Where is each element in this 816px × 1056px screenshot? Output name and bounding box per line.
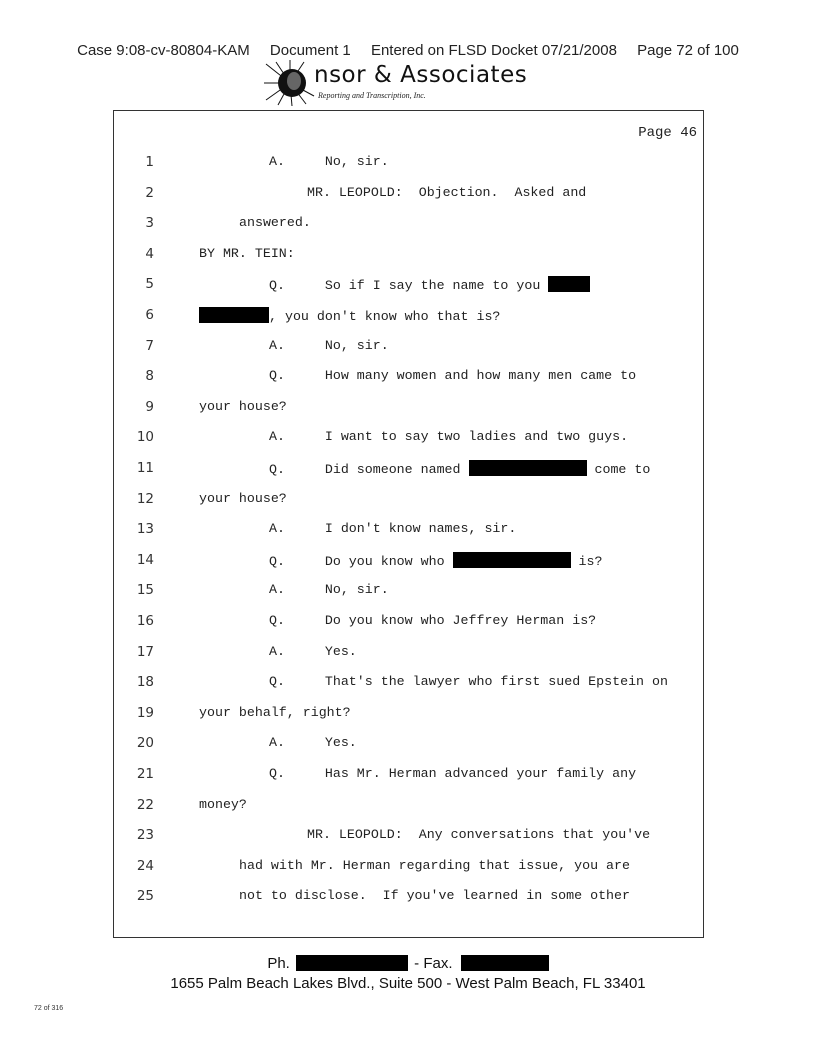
- line-text: [307, 827, 650, 842]
- line-number: 23: [136, 827, 154, 844]
- redaction-block: [453, 552, 571, 568]
- transcript-line: [114, 674, 703, 698]
- transcript-line: [114, 521, 703, 545]
- line-segment: your behalf, right?: [199, 704, 351, 720]
- line-segment: Q. That's the lawyer who first sued Epstein on: [269, 674, 668, 690]
- line-number: 5: [145, 276, 154, 293]
- page-of-total: Page 72 of 100: [637, 42, 739, 59]
- redacted-phone: [296, 955, 408, 971]
- line-number: 14: [136, 551, 154, 568]
- transcript-line: [114, 705, 703, 729]
- line-text: [239, 888, 630, 903]
- redacted-fax: [461, 955, 549, 971]
- line-text: [269, 154, 389, 169]
- line-segment: Q. Do you know who: [269, 553, 453, 569]
- line-segment: , you don't know who that is?: [269, 309, 501, 324]
- line-number: 12: [136, 490, 154, 507]
- transcript-line: [114, 582, 703, 606]
- line-text: [269, 521, 516, 536]
- line-text: [199, 705, 351, 720]
- line-number: 11: [136, 460, 154, 476]
- line-text: [269, 613, 596, 628]
- redaction-block: [548, 276, 590, 292]
- docket-header: [0, 42, 816, 59]
- case-number: Case 9:08-cv-80804-KAM: [77, 42, 250, 59]
- line-segment: is?: [570, 553, 603, 569]
- page-stamp: 72 of 316: [34, 1005, 64, 1012]
- transcript-line: [114, 888, 703, 912]
- transcript-line: [114, 552, 703, 576]
- transcript-line: [114, 644, 703, 668]
- globe-logo-icon: [262, 60, 318, 106]
- line-text: [199, 307, 500, 324]
- reporter-logo: [262, 60, 562, 106]
- line-segment: MR. LEOPOLD: Objection. Asked and: [307, 184, 587, 200]
- line-number: 21: [136, 766, 154, 782]
- transcript-page-number: Page 46: [638, 125, 697, 141]
- logo-tagline: Reporting and Transcription, Inc.: [318, 91, 426, 100]
- redaction-block: [469, 460, 587, 476]
- transcript-line: [114, 154, 703, 178]
- line-number: 9: [145, 398, 154, 415]
- line-number: 13: [136, 521, 154, 538]
- line-text: [269, 735, 357, 750]
- line-number: 17: [136, 643, 154, 660]
- line-number: 18: [136, 674, 154, 691]
- line-text: [269, 368, 636, 383]
- transcript-line: [114, 338, 703, 362]
- transcript-line: [114, 246, 703, 270]
- line-number: 6: [145, 307, 154, 323]
- line-segment: your house?: [199, 490, 287, 506]
- line-segment: had with Mr. Herman regarding that issue, you are: [239, 857, 630, 873]
- transcript-line: [114, 460, 703, 484]
- line-number: 3: [145, 215, 154, 232]
- footer-contact: [0, 955, 816, 972]
- transcript-line: [114, 399, 703, 423]
- phone-label: Ph.: [267, 955, 290, 972]
- transcript-line: [114, 215, 703, 239]
- transcript-line: [114, 827, 703, 851]
- line-segment: MR. LEOPOLD: Any conversations that you've: [307, 827, 651, 843]
- line-segment: money?: [199, 796, 247, 812]
- line-segment: Q. How many women and how many men came to: [269, 368, 637, 384]
- transcript-line: [114, 858, 703, 882]
- line-number: 22: [136, 796, 154, 813]
- line-segment: A. Yes.: [269, 735, 357, 751]
- transcript-line: [114, 429, 703, 453]
- line-text: [199, 399, 287, 414]
- line-segment: come to: [586, 462, 651, 477]
- line-segment: Q. Do you know who Jeffrey Herman is?: [269, 613, 597, 628]
- line-text: [269, 460, 650, 477]
- transcript-line: [114, 276, 703, 300]
- redaction-block: [199, 307, 269, 323]
- line-number: 1: [145, 154, 154, 170]
- entered-date: Entered on FLSD Docket 07/21/2008: [370, 42, 617, 59]
- line-number: 20: [136, 735, 154, 752]
- line-text: [269, 276, 590, 293]
- transcript-page: [113, 110, 704, 938]
- line-number: 25: [136, 888, 154, 905]
- line-text: [239, 215, 311, 230]
- line-number: 24: [136, 857, 154, 874]
- footer-address: 1655 Palm Beach Lakes Blvd., Suite 500 - West Palm Beach, FL 33401: [170, 975, 646, 992]
- transcript-line: [114, 613, 703, 637]
- line-number: 7: [145, 337, 154, 354]
- line-segment: A. Yes.: [269, 643, 357, 659]
- line-text: [199, 491, 287, 506]
- line-number: 10: [136, 429, 154, 446]
- line-text: [269, 644, 357, 659]
- transcript-line: [114, 735, 703, 759]
- line-text: [199, 797, 247, 812]
- line-segment: Q. Has Mr. Herman advanced your family any: [269, 766, 637, 781]
- line-segment: not to disclose. If you've learned in some other: [239, 888, 630, 904]
- line-number: 16: [136, 613, 154, 629]
- line-text: [269, 429, 628, 444]
- line-segment: A. I want to say two ladies and two guys.: [269, 429, 629, 445]
- line-number: 4: [145, 245, 154, 262]
- transcript-line: [114, 368, 703, 392]
- document-number: Document 1: [269, 42, 351, 59]
- line-number: 15: [136, 582, 154, 599]
- line-segment: BY MR. TEIN:: [199, 245, 295, 261]
- transcript-line: [114, 766, 703, 790]
- line-number: 8: [145, 368, 154, 385]
- line-text: [269, 338, 389, 353]
- line-text: [239, 858, 630, 873]
- line-text: [199, 246, 295, 261]
- transcript-line: [114, 185, 703, 209]
- line-segment: A. No, sir.: [269, 582, 389, 598]
- fax-label: - Fax.: [414, 955, 453, 972]
- transcript-line: [114, 491, 703, 515]
- line-number: 19: [136, 704, 154, 721]
- line-text: [269, 766, 636, 781]
- line-segment: Q. So if I say the name to you: [269, 278, 549, 294]
- line-segment: answered.: [239, 215, 311, 231]
- line-segment: A. No, sir.: [269, 337, 389, 353]
- line-text: [269, 674, 668, 689]
- line-number: 2: [145, 184, 154, 201]
- line-segment: Q. Did someone named: [269, 462, 469, 477]
- line-segment: your house?: [199, 398, 287, 414]
- line-text: [269, 552, 602, 569]
- line-segment: A. No, sir.: [269, 154, 389, 169]
- line-text: [269, 582, 389, 597]
- transcript-line: [114, 797, 703, 821]
- logo-name: nsor & Associates: [314, 62, 528, 88]
- line-text: [307, 185, 586, 200]
- line-segment: A. I don't know names, sir.: [269, 521, 517, 537]
- transcript-line: [114, 307, 703, 331]
